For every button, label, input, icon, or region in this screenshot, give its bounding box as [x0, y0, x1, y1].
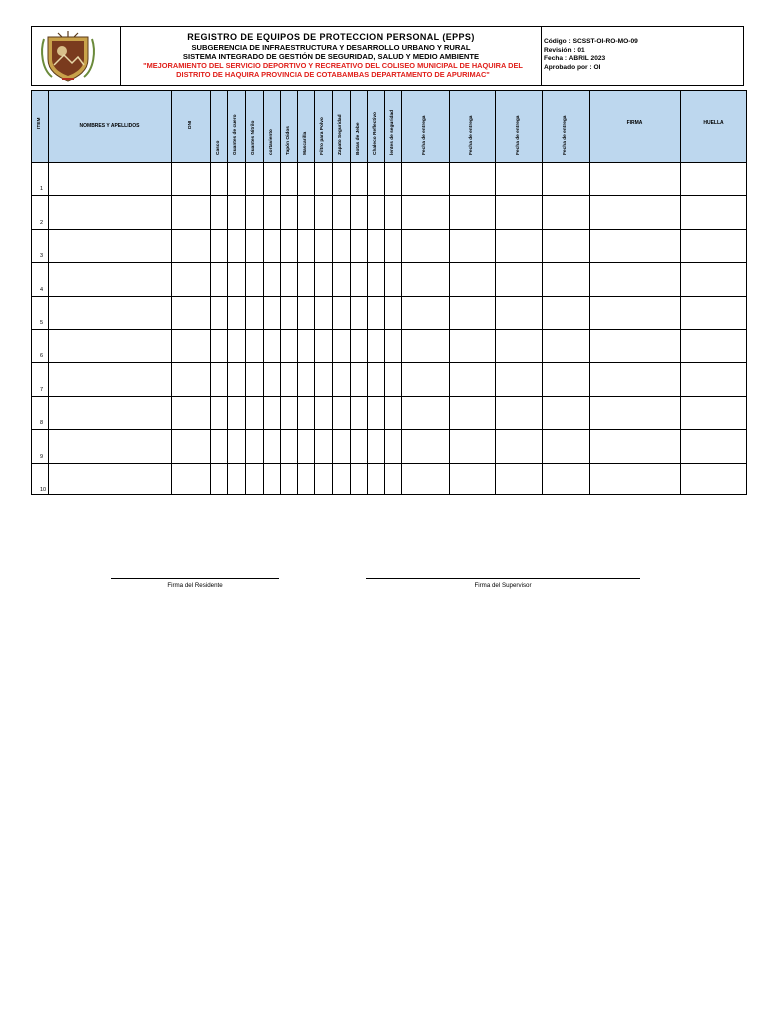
- column-divider: [280, 91, 281, 494]
- document-approved: Aprobado por : OI: [544, 63, 601, 71]
- column-header-2: [48, 91, 171, 162]
- item-number: 7: [40, 386, 44, 393]
- column-divider: [680, 91, 681, 494]
- column-header-5: [227, 91, 245, 162]
- column-header-label: Fecha de entrega: [422, 115, 427, 155]
- resident-signature-line: [111, 578, 279, 579]
- column-header-12: [350, 91, 367, 162]
- column-divider: [314, 91, 315, 494]
- item-number: 1: [40, 186, 44, 193]
- column-header-4: [210, 91, 227, 162]
- subgerencia-line: SUBGERENCIA DE INFRAESTRUCTURA Y DESARROLLO URBANO Y RURAL: [191, 43, 471, 52]
- item-number: 9: [40, 453, 44, 460]
- column-divider: [332, 91, 333, 494]
- column-header-17: [495, 91, 542, 162]
- column-header-label: Chaleco Reflectivo: [372, 112, 378, 155]
- column-header-label: Casco: [215, 140, 221, 155]
- column-header-label: Fecha de entrega: [562, 115, 568, 155]
- column-divider: [367, 91, 368, 494]
- column-divider: [401, 91, 402, 494]
- column-divider: [245, 91, 246, 494]
- document-control-cell: [541, 27, 743, 85]
- item-number: 4: [40, 286, 44, 293]
- column-divider: [48, 91, 49, 494]
- item-number: 10: [40, 487, 47, 493]
- table-row-divider: [32, 296, 746, 297]
- table-row-divider: [32, 362, 746, 363]
- column-divider: [227, 91, 228, 494]
- column-header-label: HUELLA: [703, 120, 724, 126]
- column-header-10: [314, 91, 332, 162]
- document-revision: Revisión : 01: [544, 46, 585, 54]
- item-number: 6: [40, 353, 44, 360]
- logo-cell: [32, 27, 121, 85]
- column-header-label: Guantes Nitrilo: [251, 120, 256, 155]
- column-header-label: Fecha de entrega: [515, 115, 521, 155]
- column-header-16: [449, 91, 495, 162]
- project-name: [125, 61, 541, 79]
- supervisor-signature-label: Firma del Supervisor: [474, 582, 532, 589]
- item-number: 3: [40, 253, 44, 260]
- table-row-divider: [32, 396, 746, 397]
- municipal-crest-icon: [38, 29, 98, 83]
- form-title: REGISTRO DE EQUIPOS DE PROTECCION PERSONAL (EPPS): [187, 32, 475, 42]
- column-header-label: Fecha de entrega: [469, 115, 474, 155]
- column-divider: [350, 91, 351, 494]
- table-row-divider: [32, 195, 746, 196]
- column-header-15: [401, 91, 449, 162]
- column-header-18: [542, 91, 589, 162]
- document-date: Fecha : ABRIL 2023: [544, 55, 606, 63]
- column-divider: [495, 91, 496, 494]
- column-header-label: Mascarilla: [302, 131, 308, 155]
- column-header-label: Botas de Jebe: [355, 122, 361, 155]
- column-divider: [210, 91, 211, 494]
- document-header: [31, 26, 744, 86]
- column-header-13: [367, 91, 384, 162]
- column-divider: [449, 91, 450, 494]
- table-row-divider: [32, 262, 746, 263]
- column-divider: [589, 91, 590, 494]
- column-header-19: [589, 91, 680, 162]
- item-number: 5: [40, 320, 44, 326]
- project-line-2: DISTRITO DE HAQUIRA PROVINCIA DE COTABAMBAS DEPARTAMENTO DE APURIMAC": [176, 70, 490, 79]
- column-divider: [542, 91, 543, 494]
- column-header-label: NOMBRES Y APELLIDOS: [79, 123, 140, 129]
- column-header-7: [263, 91, 280, 162]
- table-row-divider: [32, 463, 746, 464]
- item-number: 2: [40, 219, 44, 226]
- title-cell: [121, 27, 541, 85]
- column-header-label: DNI: [187, 120, 193, 129]
- project-line-1: "MEJORAMIENTO DEL SERVICIO DEPORTIVO Y RECREATIVO DEL COLISEO MUNICIPAL DE HAQUIRA DEL: [143, 61, 523, 70]
- column-header-14: [384, 91, 401, 162]
- document-code: Código : SCSST-OI-RO-MO-09: [544, 38, 638, 45]
- column-header-1: [32, 91, 48, 162]
- column-header-label: Guantes de cuero: [233, 114, 238, 155]
- column-divider: [171, 91, 172, 494]
- column-header-8: [280, 91, 297, 162]
- column-header-label: cortaviento: [268, 129, 274, 155]
- table-row-divider: [32, 229, 746, 230]
- column-header-3: [171, 91, 210, 162]
- column-header-label: ITEM: [37, 117, 42, 129]
- column-header-20: [680, 91, 747, 162]
- table-row-divider: [32, 162, 746, 163]
- item-number: 8: [40, 420, 44, 427]
- column-divider: [384, 91, 385, 494]
- table-row-divider: [32, 329, 746, 330]
- supervisor-signature-line: [366, 578, 640, 579]
- column-header-label: Filtro para Polvo: [320, 117, 325, 155]
- column-divider: [297, 91, 298, 494]
- resident-signature-label: Firma del Residente: [167, 582, 223, 589]
- column-divider: [263, 91, 264, 494]
- column-header-6: [245, 91, 263, 162]
- column-header-11: [332, 91, 350, 162]
- epp-register-table: [31, 90, 747, 495]
- column-header-label: lentes de seguridad: [389, 109, 395, 155]
- column-header-label: Tapón Oidos: [285, 126, 291, 155]
- system-line: SISTEMA INTEGRADO DE GESTIÓN DE SEGURIDAD, SALUD Y MEDIO AMBIENTE: [182, 52, 480, 61]
- column-header-9: [297, 91, 314, 162]
- table-row-divider: [32, 429, 746, 430]
- column-header-label: FIRMA: [626, 120, 643, 126]
- column-header-label: Zapato Seguridad: [338, 114, 343, 155]
